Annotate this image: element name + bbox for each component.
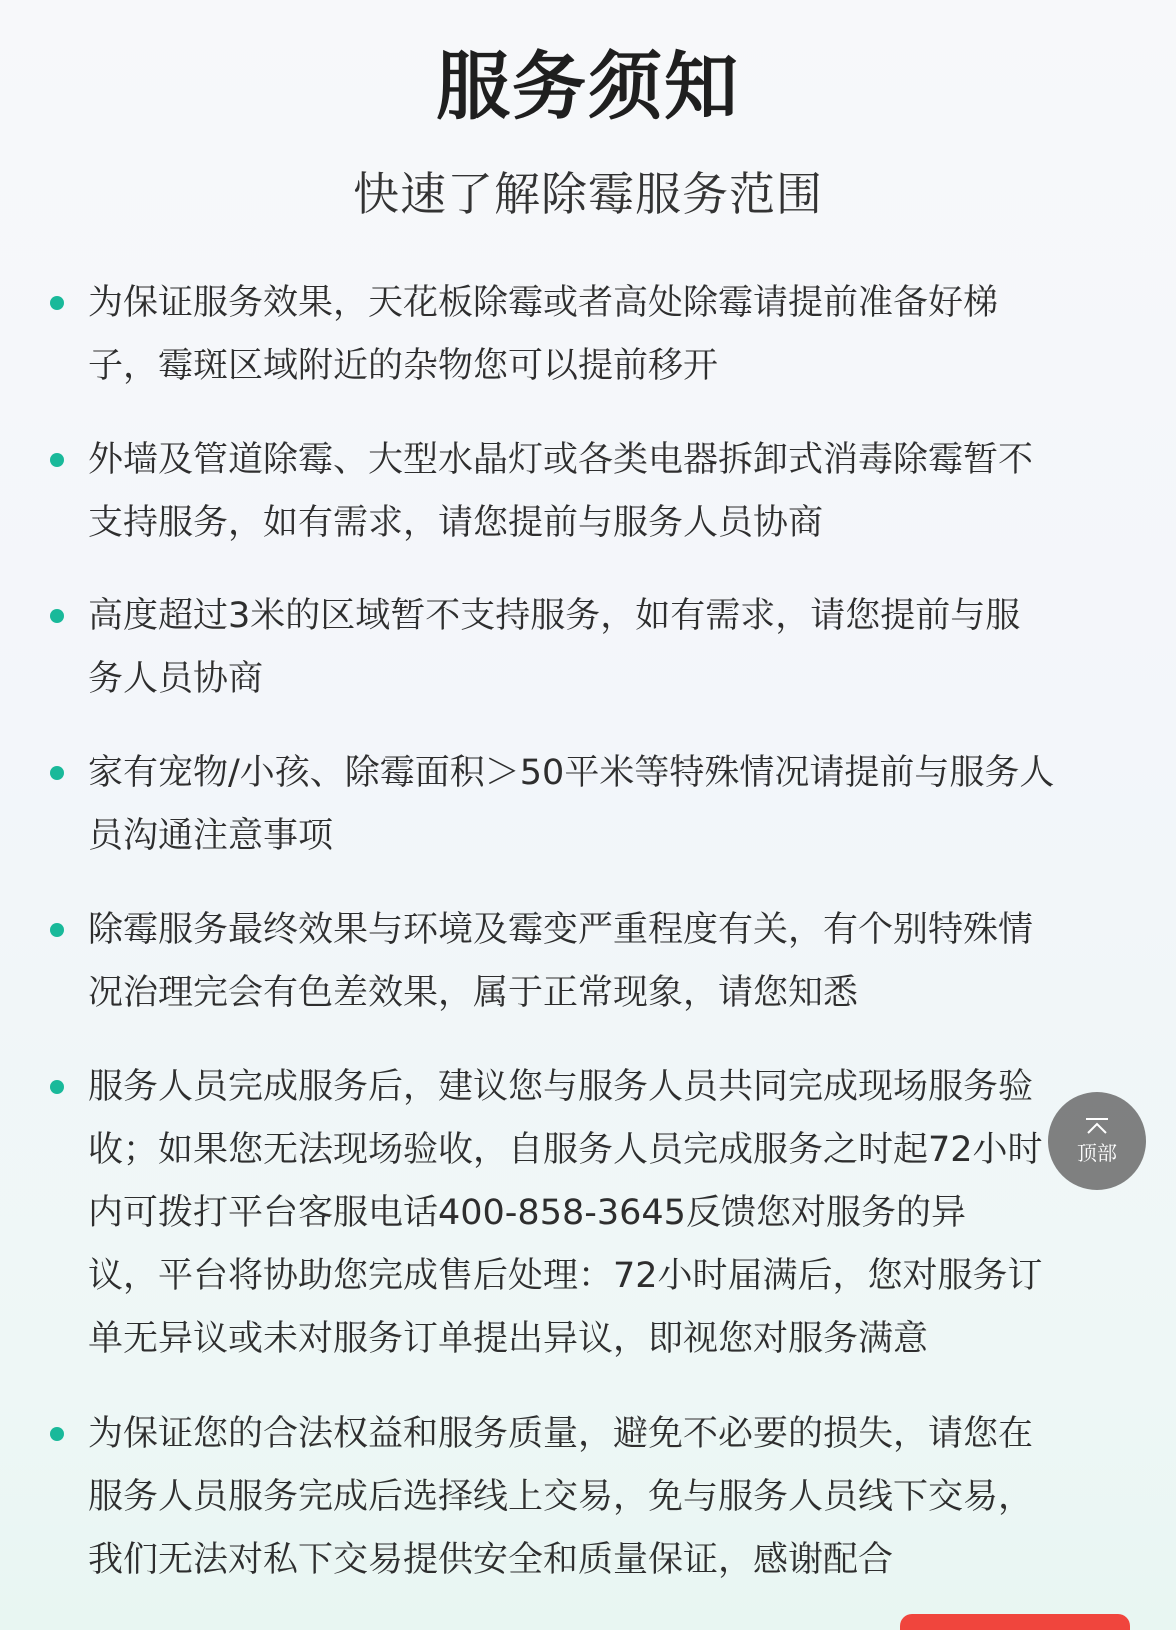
notice-text: 除霉服务最终效果与环境及霉变严重程度有关，有个别特殊情 况治理完会有色差效果，属于正常现象，请您知悉	[88, 910, 1034, 1013]
back-to-top-label: 顶部	[1077, 1140, 1117, 1165]
bullet-dot-icon	[50, 766, 64, 780]
notice-text: 服务人员完成服务后，建议您与服务人员共同完成现场服务验 收；如果您无法现场验收，自服务人员完成服务之时起72小时 内可拨打平台客服电话400-858-3645反馈您对服务的异 议，平台将协助您完成售后处理：72小时届满后，您对服务订 单无异议或未对服务订单提出异议，即视您对服务满意	[88, 1067, 1043, 1359]
bullet-dot-icon	[50, 609, 64, 623]
notice-text: 外墙及管道除霉、大型水晶灯或各类电器拆卸式消毒除霉暂不 支持服务，如有需求，请您提前与服务人员协商	[88, 440, 1034, 543]
arrow-up-icon	[1080, 1117, 1114, 1135]
bullet-dot-icon	[50, 923, 64, 937]
notice-text: 为保证服务效果，天花板除霉或者高处除霉请提前准备好梯 子，霉斑区域附近的杂物您可以提前移开	[88, 283, 999, 386]
back-to-top-button[interactable]	[1048, 1092, 1146, 1190]
page-subtitle: 快速了解除霉服务范围	[353, 167, 823, 221]
notice-text: 高度超过3米的区域暂不支持服务，如有需求，请您提前与服 务人员协商	[88, 596, 1021, 699]
notice-text: 家有宠物/小孩、除霉面积＞50平米等特殊情况请提前与服务人 员沟通注意事项	[88, 753, 1055, 856]
page-title: 服务须知	[436, 44, 740, 130]
bullet-dot-icon	[50, 1427, 64, 1441]
bullet-dot-icon	[50, 453, 64, 467]
bullet-dot-icon	[50, 1080, 64, 1094]
bullet-dot-icon	[50, 296, 64, 310]
bottom-action-bar[interactable]	[900, 1614, 1130, 1630]
notice-text: 为保证您的合法权益和服务质量，避免不必要的损失，请您在 服务人员服务完成后选择线上交易，免与服务人员线下交易， 我们无法对私下交易提供安全和质量保证，感谢配合	[88, 1414, 1034, 1580]
